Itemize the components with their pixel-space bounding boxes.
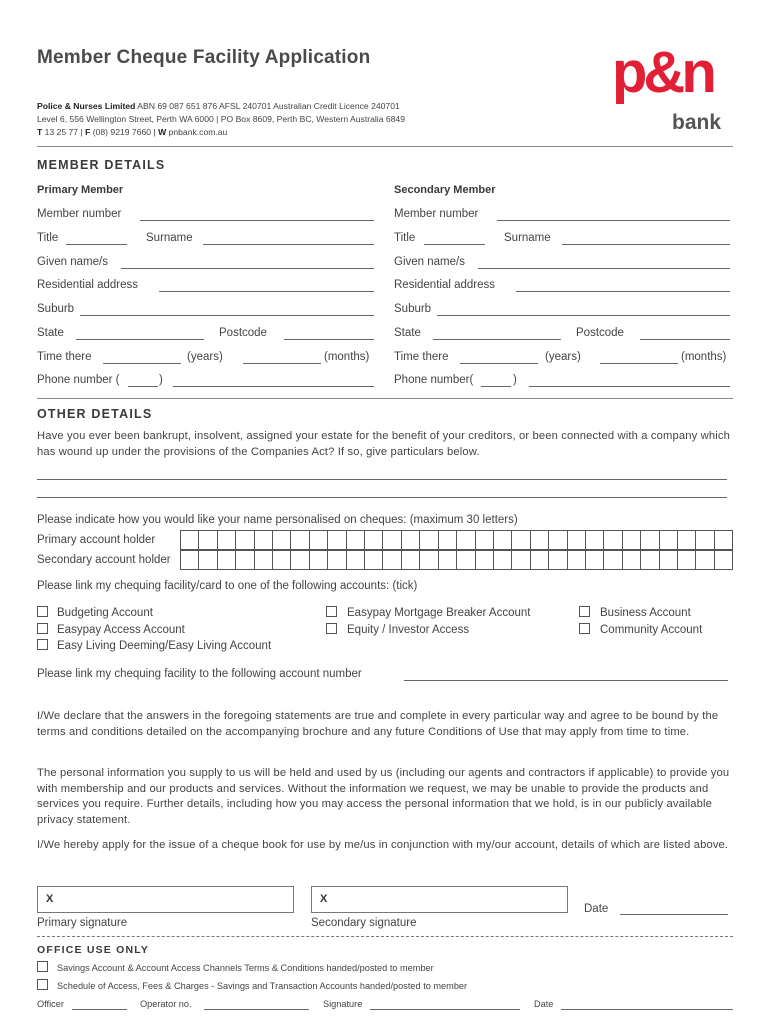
phone-value: 13 25 77 | [42,127,86,137]
secondary-signature-box[interactable] [311,886,568,913]
secondary-years-field[interactable] [460,363,538,364]
terms-handed-label: Savings Account & Account Access Channels Terms & Conditions handed/posted to member [57,963,434,973]
secondary-time-there-label: Time there [394,351,449,363]
secondary-address-label: Residential address [394,279,496,291]
budgeting-account-checkbox[interactable] [37,606,48,617]
community-account-checkbox[interactable] [579,623,590,634]
primary-time-there-label: Time there [37,351,92,363]
secondary-letter-box[interactable] [696,550,714,570]
secondary-title-label: Title [394,232,416,244]
community-account-label: Community Account [600,624,703,636]
secondary-signature-label: Secondary signature [311,917,417,929]
logo-wordmark: bank [672,111,722,134]
secondary-letter-box[interactable] [402,550,420,570]
primary-months-field[interactable] [243,363,321,364]
account-number-instruction: Please link my chequing facility to the following account number [37,668,362,680]
company-licence: ABN 69 087 651 876 AFSL 240701 Australian Credit Licence 240701 [135,101,400,111]
fax-value: (08) 9219 7660 | [90,127,159,137]
primary-letter-box[interactable] [623,530,641,550]
application-paragraph: I/We hereby apply for the issue of a cheque book for use by me/us in conjunction with my/our account, details of which are listed above. [37,839,729,851]
phone-label: T [37,127,43,137]
office-date-field[interactable] [561,1009,733,1010]
equity-investor-label: Equity / Investor Access [347,624,470,636]
member-details-divider [37,398,733,399]
primary-letter-box[interactable] [568,530,586,550]
office-use-heading: OFFICE USE ONLY [37,944,150,956]
primary-letter-box[interactable] [181,530,199,550]
schedule-handed-checkbox[interactable] [37,979,48,990]
secondary-letter-box[interactable] [604,550,622,570]
operator-no-label: Operator no. [140,999,192,1009]
primary-given-names-field[interactable] [121,268,374,269]
secondary-months-field[interactable] [600,363,678,364]
operator-no-field[interactable] [204,1009,309,1010]
office-date-label: Date [534,999,554,1009]
secondary-letter-box[interactable] [291,550,309,570]
primary-letter-box[interactable] [439,530,457,550]
primary-letter-box[interactable] [291,530,309,550]
officer-label: Officer [37,999,64,1009]
secondary-postcode-field[interactable] [640,339,730,340]
pn-bank-logo [612,40,736,140]
primary-letter-box[interactable] [586,530,604,550]
secondary-letter-box[interactable] [549,550,567,570]
secondary-letter-box[interactable] [236,550,254,570]
phone-number-text: Phone number [394,374,470,386]
schedule-handed-label: Schedule of Access, Fees & Charges - Savings and Transaction Accounts handed/posted to member [57,981,468,991]
secondary-letter-box[interactable] [457,550,475,570]
secondary-account-holder-label: Secondary account holder [37,554,171,566]
web-label: W [158,127,167,137]
primary-signature-label: Primary signature [37,917,128,929]
primary-suburb-field[interactable] [80,315,374,316]
secondary-state-label: State [394,327,421,339]
primary-letter-box[interactable] [328,530,346,550]
secondary-letter-box[interactable] [715,550,733,570]
secondary-member-heading: Secondary Member [394,184,496,196]
office-signature-label: Signature [323,999,363,1009]
primary-letter-box[interactable] [660,530,678,550]
other-details-heading: OTHER DETAILS [37,407,153,421]
primary-surname-label: Surname [146,232,193,244]
signature-date-label: Date [584,903,609,915]
easy-living-checkbox[interactable] [37,639,48,650]
officer-field[interactable] [72,1009,127,1010]
page-title: Member Cheque Facility Application [37,47,371,68]
secondary-state-field[interactable] [433,339,561,340]
secondary-letter-box[interactable] [494,550,512,570]
primary-title-label: Title [37,232,59,244]
secondary-years-label: (years) [545,351,581,363]
secondary-given-names-field[interactable] [478,268,730,269]
secondary-phone-paren-close: ) [513,374,517,386]
business-account-label: Business Account [600,607,691,619]
secondary-letter-box[interactable] [328,550,346,570]
primary-letter-box[interactable] [512,530,530,550]
primary-letter-box[interactable] [255,530,273,550]
primary-address-field[interactable] [159,291,374,292]
primary-letter-box[interactable] [273,530,291,550]
primary-months-label: (months) [324,351,370,363]
primary-letter-box[interactable] [476,530,494,550]
secondary-member-number-label: Member number [394,208,479,220]
primary-postcode-label: Postcode [219,327,267,339]
secondary-letter-box[interactable] [476,550,494,570]
terms-handed-checkbox[interactable] [37,961,48,972]
secondary-letter-box[interactable] [199,550,217,570]
budgeting-account-label: Budgeting Account [57,607,153,619]
secondary-letter-box[interactable] [383,550,401,570]
secondary-letter-box[interactable] [623,550,641,570]
primary-state-label: State [37,327,64,339]
primary-phone-paren-close: ) [159,374,163,386]
primary-letter-box[interactable] [347,530,365,550]
company-address: Level 6, 556 Wellington Street, Perth WA 6000 | PO Box 8609, Perth BC, Western Australia 6849 [37,114,405,124]
primary-years-label: (years) [187,351,223,363]
secondary-letter-box[interactable] [347,550,365,570]
equity-investor-checkbox[interactable] [326,623,337,634]
secondary-letter-box[interactable] [660,550,678,570]
secondary-suburb-label: Suburb [394,303,432,315]
business-account-checkbox[interactable] [579,606,590,617]
primary-letter-box[interactable] [236,530,254,550]
secondary-letter-box[interactable] [512,550,530,570]
fax-label: F [85,127,91,137]
primary-phone-field[interactable] [173,386,374,387]
primary-title-field[interactable] [66,244,127,245]
secondary-letter-box[interactable] [310,550,328,570]
primary-member-number-label: Member number [37,208,122,220]
primary-letter-box[interactable] [383,530,401,550]
easypay-access-label: Easypay Access Account [57,624,185,636]
member-details-heading: MEMBER DETAILS [37,158,166,172]
secondary-surname-label: Surname [504,232,551,244]
secondary-phone-label [394,374,473,386]
secondary-letter-box[interactable] [273,550,291,570]
primary-letter-box[interactable] [604,530,622,550]
secondary-suburb-field[interactable] [437,315,730,316]
phone-paren-open: ( [115,374,120,386]
primary-letter-box[interactable] [199,530,217,550]
link-instruction: Please link my chequing facility/card to one of the following accounts: (tick) [37,580,418,592]
secondary-letter-box[interactable] [420,550,438,570]
phone-paren-open: ( [469,374,474,386]
link-account-number-field[interactable] [404,680,728,681]
phone-number-text: Phone number [37,374,113,386]
primary-letter-box[interactable] [457,530,475,550]
primary-letter-box[interactable] [402,530,420,550]
primary-letter-box[interactable] [218,530,236,550]
primary-suburb-label: Suburb [37,303,75,315]
secondary-title-field[interactable] [424,244,485,245]
primary-letter-box[interactable] [365,530,383,550]
primary-account-holder-label: Primary account holder [37,534,156,546]
secondary-letter-box[interactable] [586,550,604,570]
personalise-instruction: Please indicate how you would like your name personalised on cheques: (maximum 30 letters) [37,514,518,526]
easy-living-label: Easy Living Deeming/Easy Living Account [57,640,272,652]
secondary-phone-field[interactable] [529,386,730,387]
signature-date-field[interactable] [620,914,728,915]
primary-state-field[interactable] [76,339,204,340]
primary-letter-box[interactable] [715,530,733,550]
privacy-paragraph: The personal information you supply to us will be held and used by us (including our agents and contractors if applicable) to provide you with membership and our products and services. Without the information we request, we may be unable to provide the products and services you require. Further details, including how you may access the personal information that we hold, is in our publicly available privacy statement. [37,767,730,826]
primary-letter-box[interactable] [696,530,714,550]
secondary-name-letter-boxes[interactable] [180,550,733,570]
secondary-letter-box[interactable] [255,550,273,570]
secondary-letter-box[interactable] [181,550,199,570]
primary-x-mark: X [46,893,54,905]
particulars-line-2[interactable] [37,497,727,498]
company-details-line [37,101,400,112]
primary-letter-box[interactable] [531,530,549,550]
secondary-months-label: (months) [681,351,727,363]
primary-letter-box[interactable] [420,530,438,550]
office-use-divider [37,936,733,937]
secondary-member-number-field[interactable] [497,220,730,221]
secondary-letter-box[interactable] [218,550,236,570]
primary-letter-box[interactable] [549,530,567,550]
primary-letter-box[interactable] [310,530,328,550]
secondary-postcode-label: Postcode [576,327,624,339]
secondary-letter-box[interactable] [678,550,696,570]
primary-phone-label [37,374,120,386]
primary-surname-field[interactable] [203,244,374,245]
secondary-letter-box[interactable] [568,550,586,570]
secondary-surname-field[interactable] [562,244,730,245]
company-name: Police & Nurses Limited [37,101,136,111]
easypay-access-checkbox[interactable] [37,623,48,634]
primary-years-field[interactable] [103,363,181,364]
web-value: pnbank.com.au [166,127,228,137]
secondary-letter-box[interactable] [439,550,457,570]
primary-phone-area-field[interactable] [128,386,158,387]
particulars-line-1[interactable] [37,479,727,480]
primary-member-number-field[interactable] [140,220,374,221]
primary-letter-box[interactable] [641,530,659,550]
primary-letter-box[interactable] [494,530,512,550]
secondary-letter-box[interactable] [641,550,659,570]
mortgage-breaker-checkbox[interactable] [326,606,337,617]
primary-postcode-field[interactable] [284,339,374,340]
declaration-paragraph: I/We declare that the answers in the foregoing statements are true and complete in every particular way and agree to be bound by the terms and conditions detailed on the accompanying brochure and any future Conditions of Use that may apply from time to time. [37,710,719,738]
secondary-given-names-label: Given name/s [394,256,465,268]
bankrupt-question: Have you ever been bankrupt, insolvent, assigned your estate for the benefit of your creditors, or been connected with a company which has wound up under the provisions of the Companies Act? If so, give particulars below. [37,430,730,458]
primary-address-label: Residential address [37,279,139,291]
header-divider [37,146,733,147]
company-contacts [37,127,227,138]
primary-name-letter-boxes[interactable] [180,530,733,550]
primary-letter-box[interactable] [678,530,696,550]
primary-signature-box[interactable] [37,886,294,913]
secondary-letter-box[interactable] [365,550,383,570]
primary-given-names-label: Given name/s [37,256,108,268]
secondary-x-mark: X [320,893,328,905]
primary-member-heading: Primary Member [37,184,124,196]
mortgage-breaker-label: Easypay Mortgage Breaker Account [347,607,531,619]
secondary-phone-area-field[interactable] [481,386,511,387]
office-signature-field[interactable] [370,1009,520,1010]
logo-mark: p&n [612,40,713,105]
secondary-address-field[interactable] [516,291,730,292]
secondary-letter-box[interactable] [531,550,549,570]
